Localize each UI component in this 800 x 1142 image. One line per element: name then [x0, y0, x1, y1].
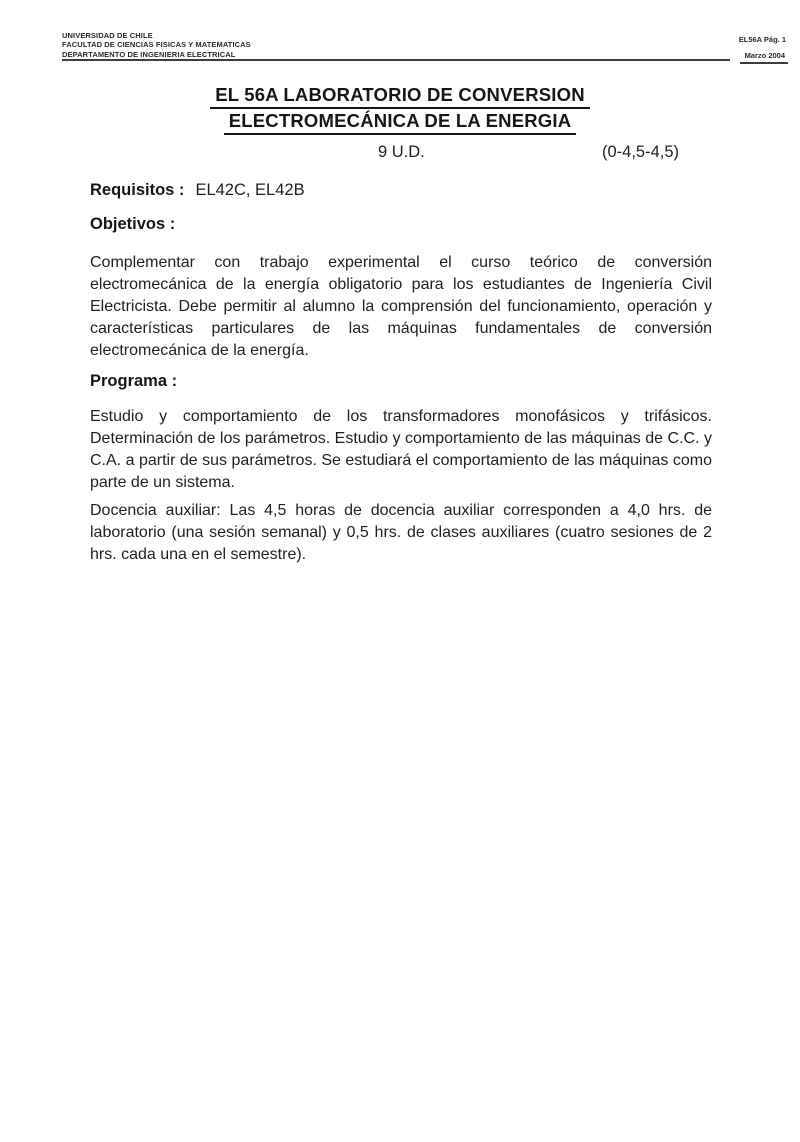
programa-paragraph: Estudio y comportamiento de los transformadores monofásicos y trifásicos. Determinación de los parámetros. Estudio y comportamiento de las máquinas de C.C. y C.A. a partir de sus parámetros. Se estudiará el comportamiento de las máquinas como parte de un sistema.: [90, 408, 712, 491]
objetivos-paragraph: Complementar con trabajo experimental el curso teórico de conversión electromecánica de la energía obligatorio para los estudiantes de Ingeniería Civil Electricista. Debe permitir al alumno la comprensión del funcionamiento, operación y características particulares de las máquinas fundamentales de conversión electromecánica de la energía.: [90, 254, 712, 359]
header-date: Marzo 2004: [740, 51, 788, 64]
course-title-line2: ELECTROMECÁNICA DE LA ENERGIA: [224, 109, 577, 135]
letterhead: [62, 31, 251, 59]
programa-heading: Programa :: [90, 372, 178, 390]
requisitos-value: EL42C, EL42B: [195, 181, 305, 199]
letterhead-department: DEPARTAMENTO DE INGENIERIA ELECTRICAL: [62, 49, 236, 59]
credits-value: 9 U.D.: [378, 143, 425, 161]
objetivos-heading: Objetivos :: [90, 215, 176, 233]
hours-distribution: (0-4,5-4,5): [602, 143, 680, 161]
header-rule: [62, 59, 730, 61]
letterhead-university: UNIVERSIDAD DE CHILE: [62, 31, 153, 40]
course-title-line1: EL 56A LABORATORIO DE CONVERSION: [210, 83, 590, 109]
requisitos-line: [90, 181, 305, 200]
course-title: [0, 83, 800, 135]
letterhead-faculty: FACULTAD DE CIENCIAS FISICAS Y MATEMATICAS: [62, 40, 251, 50]
page-code: EL56A Pág. 1: [738, 35, 786, 44]
requisitos-label: Requisitos :: [90, 181, 185, 199]
docencia-paragraph: Docencia auxiliar: Las 4,5 horas de docencia auxiliar corresponden a 4,0 hrs. de laboratorio (una sesión semanal) y 0,5 hrs. de clases auxiliares (cuatro sesiones de 2 hrs. cada una en el semestre).: [90, 502, 712, 563]
